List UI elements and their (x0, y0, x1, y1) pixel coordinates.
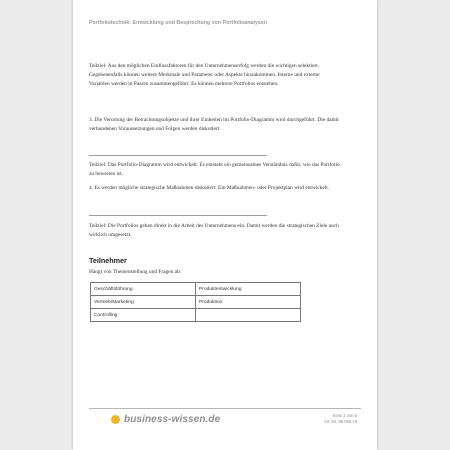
divider-2 (89, 215, 267, 216)
page-number: Seite 2 von 6 (332, 413, 357, 418)
document-page (73, 0, 377, 450)
paragraph-step-4: 4. Es werden mögliche strategische Maßnahmen diskutiert: Ein Maßnahmen- oder Projektplan wird entwickelt. (89, 185, 330, 191)
paragraph-teilziel-3: Teilziel: Die Portfolios gehen direkt in die Arbeit des Unternehmens ein. Damit werden die strategischen Ziele auch wirklich umgesetzt. (89, 223, 339, 239)
footer-meta (324, 413, 357, 426)
article-number: Art.-Nr. 99.058.19 (323, 419, 357, 425)
logo-text: business-wissen.de (124, 414, 221, 425)
divider-1 (89, 155, 267, 156)
participants-table (90, 282, 301, 322)
business-wissen-logo (111, 414, 220, 425)
participants-intro: Hängt von Themenstellung und Fragen ab: (89, 269, 182, 275)
paragraph-teilziel-1: Teilziel: Aus den möglichen Einflussfaktoren für den Unternehmenserfolg werden die wichtigen selektiert. Gegebenenfalls können weitere Merkmale und Parameter oder Aspekte hinzukommen. Interne und externe Variablen werden in Paaren zusammengeführt. Es können mehrere Portfolios entstehen. (89, 63, 320, 88)
table-row (91, 309, 301, 322)
paragraph-teilziel-2: Teilziel: Das Portfolio-Diagramm wird entwickelt. Es entsteht ein gemeinsames Verständnis dafür, wie das Portfolio zu bewerten ist. (89, 162, 340, 178)
logo-dot-icon (111, 415, 120, 424)
table-cell (196, 309, 301, 322)
table-row (91, 283, 301, 296)
footer-divider (89, 408, 361, 409)
section-title-participants: Teilnehmer (89, 256, 127, 265)
table-cell: Produktion (196, 296, 301, 309)
table-cell: Produktentwicklung (196, 283, 301, 296)
table-cell: Geschäftsführung (91, 283, 196, 296)
paragraph-step-3: 3. Die Verortung der Betrachtungsobjekte und ihrer Einheiten im Portfolio-Diagramm wird durchgeführt. Die damit verbundenen Voraussetzungen und Folgen werden diskutiert. (89, 117, 339, 133)
table-cell: Controlling (91, 309, 196, 322)
page-header-title: Portfoliotechnik: Entwicklung und Besprechung von Portfolioanalysen (89, 20, 268, 26)
table-cell: Vertrieb/Marketing (91, 296, 196, 309)
table-row (91, 296, 301, 309)
